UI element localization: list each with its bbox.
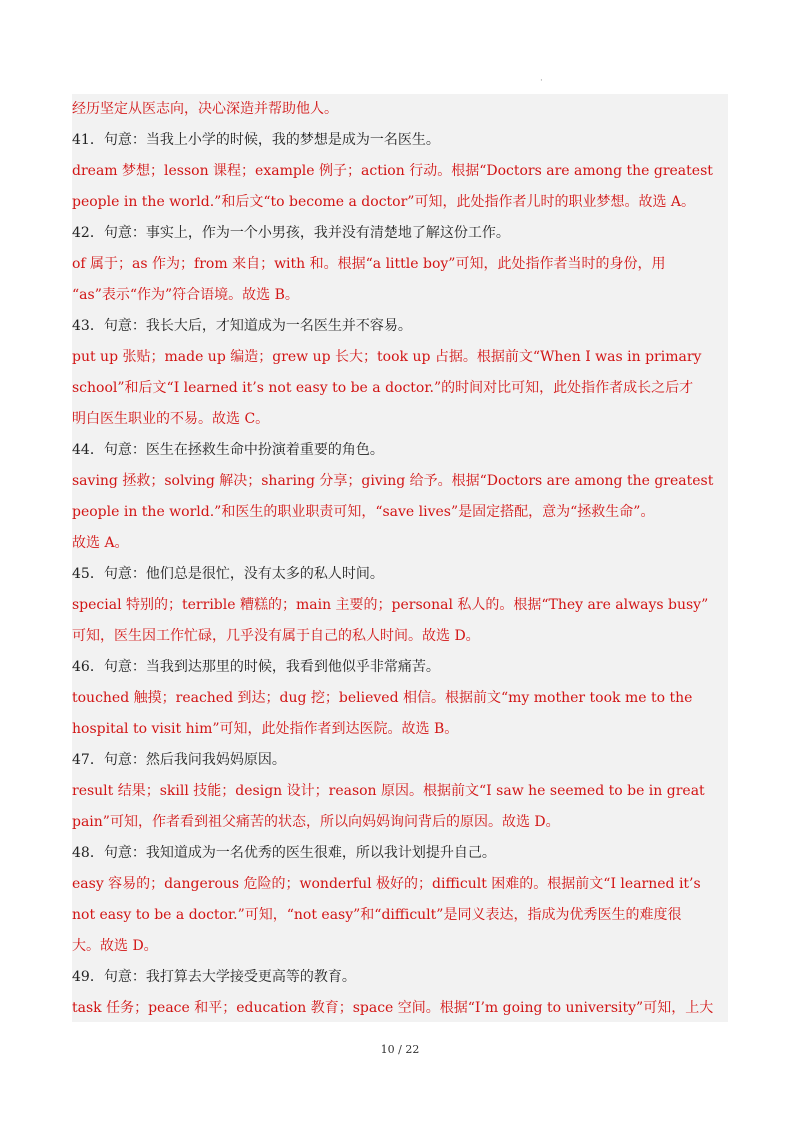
page-number: 10 / 22 bbox=[380, 1043, 420, 1056]
answer-line: special 特别的；terrible 糟糕的；main 主要的；personal 私人的。根据“They are always busy” bbox=[72, 597, 709, 613]
answer-line: not easy to be a doctor.”可知，“not easy”和“difficult”是同义表达，指成为优秀医生的难度很 bbox=[72, 907, 682, 923]
answer-line: 故选 A。 bbox=[72, 535, 129, 551]
answer-line: put up 张贴；made up 编造；grew up 长大；took up 占据。根据前文“When I was in primary bbox=[72, 349, 702, 365]
question-line: 46．句意：当我到达那里的时候，我看到他似乎非常痛苦。 bbox=[72, 659, 440, 675]
answer-line: pain”可知，作者看到祖父痛苦的状态，所以向妈妈询问背后的原因。故选 D。 bbox=[72, 814, 560, 830]
answer-line: of 属于；as 作为；from 来自；with 和。根据“a little boy”可知，此处指作者当时的身份，用 bbox=[72, 256, 666, 272]
question-line: 44．句意：医生在拯救生命中扮演着重要的角色。 bbox=[72, 442, 384, 458]
answer-line: 经历坚定从医志向，决心深造并帮助他人。 bbox=[72, 101, 338, 117]
answer-line: 可知，医生因工作忙碌，几乎没有属于自己的私人时间。故选 D。 bbox=[72, 628, 480, 644]
answer-line: hospital to visit him”可知，此处指作者到达医院。故选 B。 bbox=[72, 721, 459, 737]
question-line: 47．句意：然后我问我妈妈原因。 bbox=[72, 752, 286, 768]
corner-mark: · bbox=[540, 76, 543, 86]
answer-line: school”和后文“I learned it’s not easy to be a doctor.”的时间对比可知，此处指作者成长之后才 bbox=[72, 380, 694, 396]
question-line: 45．句意：他们总是很忙，没有太多的私人时间。 bbox=[72, 566, 384, 582]
answer-line: easy 容易的；dangerous 危险的；wonderful 极好的；difficult 困难的。根据前文“I learned it’s bbox=[72, 876, 701, 892]
question-line: 49．句意：我打算去大学接受更高等的教育。 bbox=[72, 969, 356, 985]
question-line: 48．句意：我知道成为一名优秀的医生很难，所以我计划提升自己。 bbox=[72, 845, 496, 861]
answer-line: dream 梦想；lesson 课程；example 例子；action 行动。根据“Doctors are among the greatest bbox=[72, 163, 713, 179]
answer-line: people in the world.”和后文“to become a doctor”可知，此处指作者儿时的职业梦想。故选 A。 bbox=[72, 194, 696, 210]
answer-line: 明白医生职业的不易。故选 C。 bbox=[72, 411, 270, 427]
answer-line: people in the world.”和医生的职业职责可知，“save lives”是固定搭配，意为“拯救生命”。 bbox=[72, 504, 655, 520]
answer-line: saving 拯救；solving 解决；sharing 分享；giving 给予。根据“Doctors are among the greatest bbox=[72, 473, 714, 489]
answer-line: task 任务；peace 和平；education 教育；space 空间。根据“I’m going to university”可知，上大 bbox=[72, 1000, 714, 1016]
answer-line: touched 触摸；reached 到达；dug 挖；believed 相信。根据前文“my mother took me to the bbox=[72, 690, 693, 706]
question-line: 42．句意：事实上，作为一个小男孩，我并没有清楚地了解这份工作。 bbox=[72, 225, 510, 241]
answer-line: result 结果；skill 技能；design 设计；reason 原因。根据前文“I saw he seemed to be in great bbox=[72, 783, 705, 799]
question-line: 41．句意：当我上小学的时候，我的梦想是成为一名医生。 bbox=[72, 132, 440, 148]
answer-line: 大。故选 D。 bbox=[72, 938, 158, 954]
answer-line: “as”表示“作为”符合语境。故选 B。 bbox=[72, 287, 299, 303]
document-body bbox=[72, 94, 728, 1022]
question-line: 43．句意：我长大后，才知道成为一名医生并不容易。 bbox=[72, 318, 412, 334]
